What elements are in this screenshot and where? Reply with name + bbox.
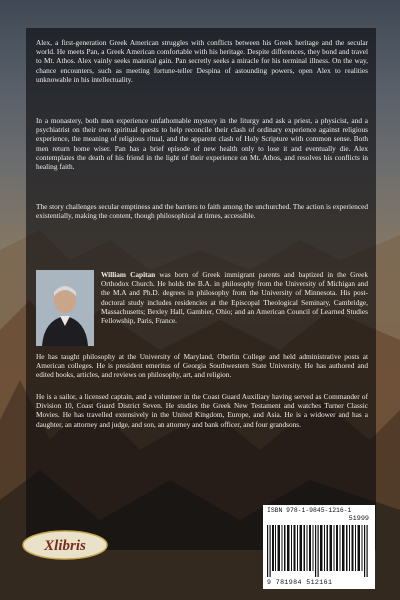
isbn-text: ISBN 978-1-9845-1216-1 — [267, 507, 352, 514]
blurb-paragraph-2: In a monastery, both men experience unfathomable mystery in the liturgy and ask a priest, a physicist, and a psychiatrist on their own spiritual quests to help reconcile their clash of ordinary experience against religious experience, the meaning of religious ritual, and the apparent clash of Holy Scripture with common sense. Both men return home wiser. Pan has a brief episode of new health only to lose it and eventually die. Alex contemplates the death of his friend in the light of their experience on Mt. Athos, and resolves his conflicts in healing faith. — [36, 116, 368, 172]
xlibris-logo — [22, 530, 108, 560]
blurb-paragraph-3: The story challenges secular emptiness and the barriers to faith among the unchurched. The action is experienced existentially, making the content, though philosophical at times, accessible. — [36, 202, 368, 221]
barcode-digits: 9 781984 512161 — [267, 579, 333, 586]
author-bio-paragraph-1 — [101, 270, 368, 325]
blurb-paragraph-1: Alex, a first-generation Greek American struggles with conflicts between his Greek heritage and the secular world. He meets Pan, a Greek American comfortable with his heritage. Despite differences, they bond and travel to Mt. Athos. Alex vainly seeks material gain. Pan secretly seeks a miracle for his terminal illness. On the way, chance encounters, such as meeting fortune-teller Despina of astounding powers, open Alex to realities unknowable in his intellectuality. — [36, 38, 368, 84]
author-name: William Capitan — [101, 270, 156, 279]
author-photo — [36, 270, 94, 346]
price-code: 51999 — [348, 515, 369, 523]
barcode-block — [263, 505, 375, 589]
author-bio-1-text: was born of Greek immigrant parents and baptized in the Greek Orthodox Church. He holds the B.A. in philosophy from the University of Michigan and the M.A and Ph.D. degrees in philosophy from the University of Minnesota. His post-doctoral study includes residencies at the Episcopal Theological Seminary, Cambridge, Massachusetts; Bexley Hall, Gambier, Ohio; and an American Council of Learned Studies Fellowship, Paris, France. — [101, 270, 368, 326]
author-bio-paragraph-2: He has taught philosophy at the University of Maryland, Oberlin College and held administrative posts at American colleges. He is president emeritus of Georgia Southwestern State University. He has authored and edited books, articles, and reviews on philosophy, art, and religion. — [36, 352, 368, 380]
barcode-bars — [267, 525, 371, 577]
author-portrait-image — [36, 270, 94, 346]
author-bio-paragraph-3: He is a sailor, a licensed captain, and a volunteer in the Coast Guard Auxiliary having served as Commander of Division 10, Coast Guard District Seven. He studies the Greek New Testament and watches Turner Classic Movies. He has travelled extensively in the United Kingdom, Europe, and Asia. He is a widower and has a daughter, an attorney and judge, and son, an attorney and bank officer, and four grandsons. — [36, 392, 368, 429]
logo-text: Xlibris — [44, 538, 86, 554]
